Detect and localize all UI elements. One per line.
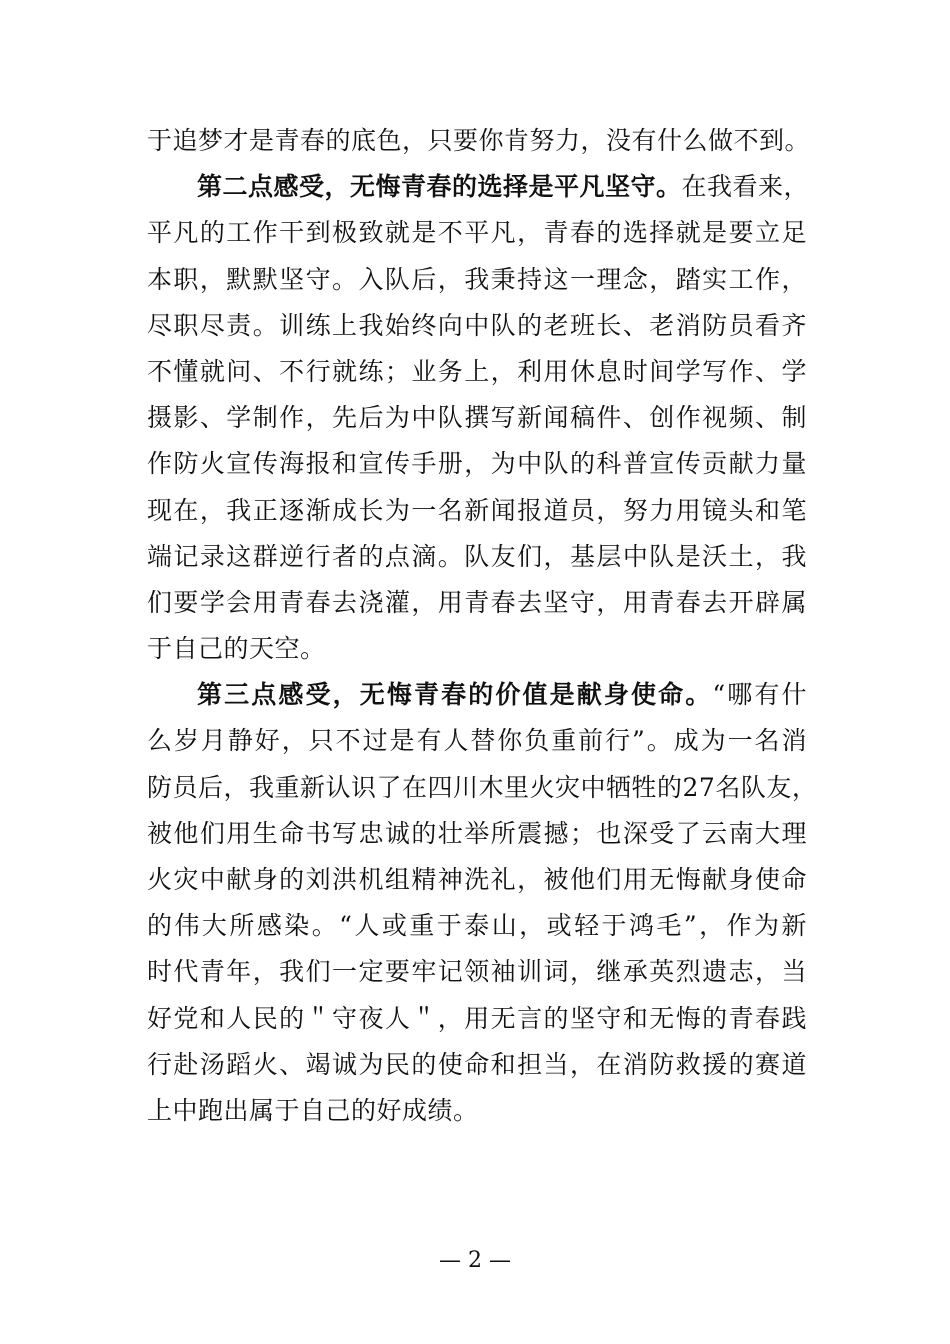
body-text-segment: 于追梦才是青春的底色，只要你肯努力，没有什么做不到。 [147, 126, 811, 155]
body-text-segment: 在我看来， [681, 172, 810, 202]
text-line [147, 164, 810, 210]
body-text-segment: 作防火宣传海报和宣传手册，为中队的科普宣传贡献力量 [147, 449, 807, 479]
body-text-segment: 时代青年，我们一定要牢记领袖训词，继承英烈遗志，当 [147, 957, 807, 987]
text-line [147, 718, 807, 764]
body-text-segment: 么岁月静好，只不过是有人替你负重前行”。成为一名消 [147, 726, 807, 756]
text-line [147, 1088, 807, 1134]
text-line [147, 626, 807, 672]
body-text-segment: 的伟大所感染。“人或重于泰山，或轻于鸿毛”，作为新 [147, 911, 807, 941]
text-line [147, 949, 807, 995]
text-line [147, 118, 811, 164]
text-line [147, 765, 818, 811]
text-line [147, 349, 807, 395]
text-line [147, 534, 807, 580]
body-text-segment: 摄影、学制作，先后为中队撰写新闻稿件、创作视频、制 [147, 403, 807, 433]
body-text-segment: “哪有什 [712, 680, 807, 710]
body-text-segment: 平凡的工作干到极致就是不平凡，青春的选择就是要立足 [147, 218, 807, 248]
text-line [147, 996, 807, 1042]
text-line [147, 857, 807, 903]
page-number: — 2 — [439, 1248, 511, 1273]
body-text-segment: 防员后，我重新认识了在四川木里火灾中牺牲的27名队友， [147, 772, 818, 802]
body-text-segment: 现在，我正逐渐成长为一名新闻报道员，努力用镜头和笔 [147, 495, 807, 525]
body-text-segment: 上中跑出属于自己的好成绩。 [147, 1095, 479, 1125]
body-text [147, 118, 818, 1134]
text-line [147, 441, 807, 487]
body-text-segment: 于自己的天空。 [147, 634, 326, 664]
text-line [147, 303, 807, 349]
body-text-segment: 好党和人民的＂守夜人＂，用无言的坚守和无悔的青春践 [147, 1003, 807, 1033]
body-text-segment: 尽职尽责。训练上我始终向中队的老班长、老消防员看齐 [147, 310, 807, 340]
text-line [147, 1042, 807, 1088]
text-line [147, 210, 807, 256]
body-text-segment: 不懂就问、不行就练；业务上，利用休息时间学写作、学 [147, 356, 807, 386]
body-text-segment: 本职，默默坚守。入队后，我秉持这一理念，踏实工作， [147, 264, 807, 294]
body-text-segment: 火灾中献身的刘洪机组精神洗礼，被他们用无悔献身使命 [147, 865, 807, 894]
text-line [147, 488, 807, 534]
text-line [147, 257, 807, 303]
body-text-segment: 们要学会用青春去浇灌，用青春去坚守，用青春去开辟属 [147, 587, 807, 617]
body-text-segment: 行赴汤蹈火、竭诚为民的使命和担当，在消防救援的赛道 [147, 1049, 807, 1079]
bold-heading-text: 第三点感受，无悔青春的价值是献身使命。 [197, 680, 713, 710]
text-line [147, 903, 807, 949]
text-line [147, 395, 807, 441]
body-text-segment: 被他们用生命书写忠诚的壮举所震撼；也深受了云南大理 [147, 818, 807, 848]
body-text-segment: 端记录这群逆行者的点滴。队友们，基层中队是沃土，我 [147, 541, 807, 571]
text-line [147, 811, 807, 857]
text-line [147, 672, 807, 718]
bold-heading-text: 第二点感受，无悔青春的选择是平凡坚守。 [197, 172, 682, 202]
text-line [147, 580, 807, 626]
